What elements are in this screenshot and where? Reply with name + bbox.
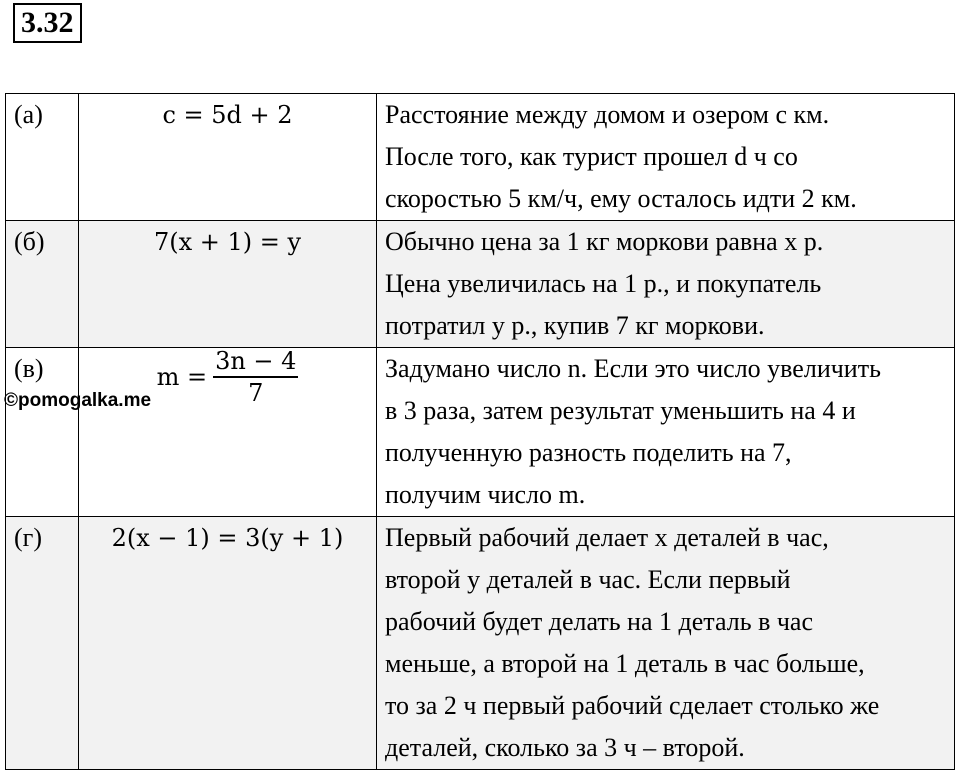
- fraction-formula: [157, 346, 299, 408]
- text-line: деталей, сколько за 3 ч – второй.: [385, 733, 745, 762]
- text-line: скоростью 5 км/ч, ему осталось идти 2 км.: [385, 184, 857, 213]
- text-line: Обычно цена за 1 кг моркови равна x р.: [385, 227, 824, 256]
- table-row: [6, 221, 955, 348]
- row-label: (г): [6, 517, 79, 770]
- text-line: После того, как турист прошел d ч со: [385, 142, 798, 171]
- text-line: рабочий будет делать на 1 деталь в час: [385, 607, 813, 636]
- row-label: (в): [6, 348, 79, 517]
- formula: 7(x + 1) = y: [153, 228, 302, 256]
- formula: 2(x − 1) = 3(y + 1): [111, 524, 344, 552]
- text-line: Цена увеличилась на 1 р., и покупатель: [385, 269, 822, 298]
- row-label: (б): [6, 221, 79, 348]
- text-line: то за 2 ч первый рабочий сделает столько же: [385, 691, 880, 720]
- row-label: (а): [6, 94, 79, 221]
- formula-cell: [79, 517, 377, 770]
- formula-lhs: m =: [156, 363, 208, 391]
- text-line: потратил y р., купив 7 кг моркови.: [385, 311, 765, 340]
- tasks-table: [5, 93, 955, 770]
- table-row: [6, 517, 955, 770]
- fraction-numerator: 3n − 4: [213, 346, 298, 378]
- text-line: получим число m.: [385, 480, 586, 509]
- text-line: в 3 раза, затем результат уменьшить на 4 и: [385, 396, 856, 425]
- text-line: Задумано число n. Если это число увеличить: [385, 354, 881, 383]
- formula: c = 5d + 2: [162, 101, 293, 129]
- text-line: Расстояние между домом и озером c км.: [385, 100, 830, 129]
- formula-cell: [79, 221, 377, 348]
- text-cell: [377, 221, 955, 348]
- formula-cell: [79, 348, 377, 517]
- table-row: [6, 94, 955, 221]
- text-line: второй y деталей в час. Если первый: [385, 565, 791, 594]
- text-cell: [377, 94, 955, 221]
- text-line: меньше, а второй на 1 деталь в час больше,: [385, 649, 865, 678]
- fraction: [213, 346, 298, 408]
- text-line: Первый рабочий делает x деталей в час,: [385, 523, 829, 552]
- text-cell: [377, 348, 955, 517]
- watermark: ©pomogalka.me: [4, 390, 152, 411]
- formula-cell: [79, 94, 377, 221]
- text-line: полученную разность поделить на 7,: [385, 438, 792, 467]
- problem-number: 3.32: [13, 3, 82, 43]
- text-cell: [377, 517, 955, 770]
- fraction-denominator: 7: [248, 379, 264, 407]
- table-row: [6, 348, 955, 517]
